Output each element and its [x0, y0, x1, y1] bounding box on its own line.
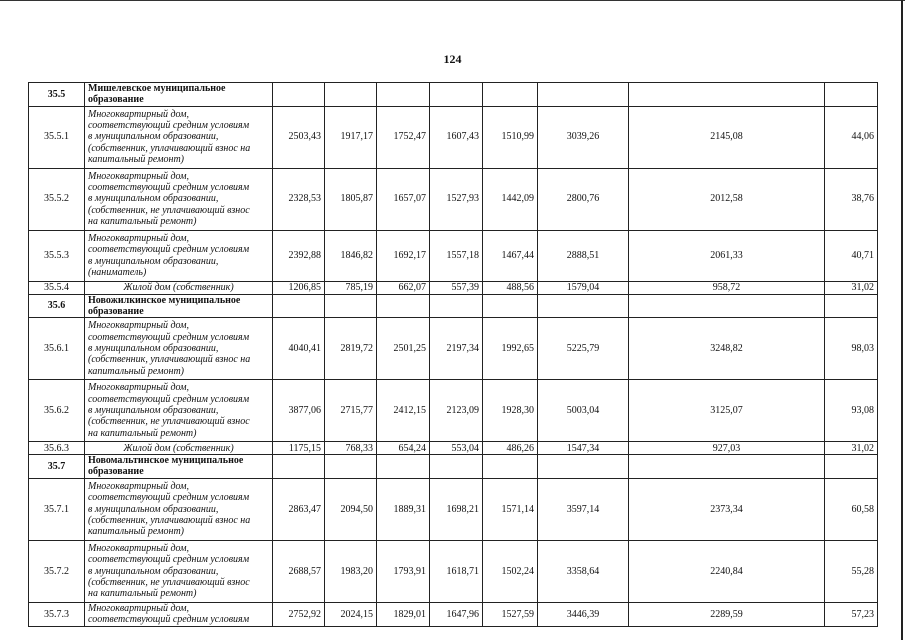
description-line: (собственник, уплачивающий взнос на	[88, 142, 251, 154]
value-cell: 1793,91	[377, 540, 430, 602]
description-line: в муниципальном образовании,	[88, 405, 219, 417]
empty-cell	[430, 455, 483, 479]
table-body	[29, 83, 878, 627]
description-line: соответствующий средним условиям	[88, 120, 250, 132]
row-code: 35.7.3	[29, 602, 85, 626]
value-cell: 3877,06	[273, 380, 325, 442]
value-cell: 31,02	[825, 281, 878, 294]
value-cell: 1647,96	[430, 602, 483, 626]
value-cell: 1752,47	[377, 106, 430, 168]
value-cell: 3248,82	[629, 318, 825, 380]
empty-cell	[377, 294, 430, 318]
value-cell: 1983,20	[325, 540, 377, 602]
row-code: 35.6.3	[29, 442, 85, 455]
empty-cell	[825, 83, 878, 107]
value-cell: 38,76	[825, 168, 878, 230]
value-cell: 1992,65	[483, 318, 538, 380]
value-cell: 1557,18	[430, 230, 483, 281]
section-code: 35.5	[29, 83, 85, 107]
value-cell: 2061,33	[629, 230, 825, 281]
row-code: 35.6.1	[29, 318, 85, 380]
description-line: в муниципальном образовании,	[88, 193, 219, 205]
value-cell: 2412,15	[377, 380, 430, 442]
description-line: (собственник, уплачивающий взнос на	[88, 354, 251, 366]
value-cell: 44,06	[825, 106, 878, 168]
row-description	[85, 540, 273, 602]
description-line: в муниципальном образовании,	[88, 131, 219, 143]
value-cell: 768,33	[325, 442, 377, 455]
value-cell: 1607,43	[430, 106, 483, 168]
value-cell: 1527,93	[430, 168, 483, 230]
description-line: Многоквартирный дом,	[88, 382, 190, 394]
empty-cell	[629, 455, 825, 479]
value-cell: 2800,76	[538, 168, 629, 230]
value-cell: 1829,01	[377, 602, 430, 626]
section-row	[29, 455, 878, 479]
row-description	[85, 168, 273, 230]
value-cell: 1467,44	[483, 230, 538, 281]
value-cell: 31,02	[825, 442, 878, 455]
value-cell: 2888,51	[538, 230, 629, 281]
value-cell: 2819,72	[325, 318, 377, 380]
value-cell: 654,24	[377, 442, 430, 455]
value-cell: 1917,17	[325, 106, 377, 168]
description-line: соответствующий средним условиям	[88, 244, 250, 256]
value-cell: 2503,43	[273, 106, 325, 168]
row-description	[85, 478, 273, 540]
value-cell: 3358,64	[538, 540, 629, 602]
value-cell: 1442,09	[483, 168, 538, 230]
row-description	[85, 318, 273, 380]
value-cell: 2289,59	[629, 602, 825, 626]
table-row	[29, 230, 878, 281]
section-code: 35.7	[29, 455, 85, 479]
value-cell: 488,56	[483, 281, 538, 294]
empty-cell	[483, 294, 538, 318]
section-row	[29, 294, 878, 318]
value-cell: 2197,34	[430, 318, 483, 380]
empty-cell	[483, 83, 538, 107]
description-line: Многоквартирный дом,	[88, 233, 190, 244]
empty-cell	[629, 83, 825, 107]
empty-cell	[273, 83, 325, 107]
description-line: (собственник, уплачивающий взнос на	[88, 514, 251, 526]
value-cell: 785,19	[325, 281, 377, 294]
empty-cell	[825, 455, 878, 479]
tariff-table	[28, 82, 878, 627]
description-line: Жилой дом (собственник)	[123, 442, 234, 454]
value-cell: 2123,09	[430, 380, 483, 442]
description-line: Многоквартирный дом,	[88, 543, 190, 555]
empty-cell	[483, 455, 538, 479]
description-line: капитальный ремонт)	[88, 365, 185, 377]
value-cell: 927,03	[629, 442, 825, 455]
table-row	[29, 380, 878, 442]
table-row	[29, 281, 878, 294]
empty-cell	[538, 294, 629, 318]
description-line: на капитальный ремонт)	[88, 588, 197, 600]
description-line: Многоквартирный дом,	[88, 108, 190, 120]
value-cell: 1571,14	[483, 478, 538, 540]
row-description	[85, 106, 273, 168]
row-code: 35.5.4	[29, 281, 85, 294]
description-line: соответствующий средним условиям	[88, 182, 250, 194]
value-cell: 3125,07	[629, 380, 825, 442]
description-line: в муниципальном образовании,	[88, 565, 219, 577]
table-row	[29, 602, 878, 626]
description-line: (собственник, не уплачивающий взнос	[88, 204, 250, 216]
description-line: соответствующий средним условиям	[88, 614, 250, 626]
description-line: в муниципальном образовании,	[88, 343, 219, 355]
value-cell: 5225,79	[538, 318, 629, 380]
value-cell: 4040,41	[273, 318, 325, 380]
row-code: 35.5.3	[29, 230, 85, 281]
table-row	[29, 318, 878, 380]
empty-cell	[377, 83, 430, 107]
empty-cell	[273, 294, 325, 318]
empty-cell	[325, 83, 377, 107]
page-edge	[0, 0, 905, 1]
page-edge-right	[901, 0, 903, 640]
value-cell: 1502,24	[483, 540, 538, 602]
description-line: соответствующий средним условиям	[88, 393, 250, 405]
value-cell: 486,26	[483, 442, 538, 455]
page-number: 124	[443, 52, 462, 66]
row-description	[85, 602, 273, 626]
empty-cell	[538, 83, 629, 107]
section-title: Новомальтинское муниципальное образование	[85, 455, 273, 479]
value-cell: 3446,39	[538, 602, 629, 626]
value-cell: 2715,77	[325, 380, 377, 442]
value-cell: 1928,30	[483, 380, 538, 442]
value-cell: 2373,34	[629, 478, 825, 540]
description-line: капитальный ремонт)	[88, 154, 185, 166]
table-row	[29, 106, 878, 168]
description-line: в муниципальном образовании,	[88, 255, 219, 267]
value-cell: 60,58	[825, 478, 878, 540]
description-line: соответствующий средним условиям	[88, 331, 250, 343]
empty-cell	[430, 83, 483, 107]
value-cell: 93,08	[825, 380, 878, 442]
value-cell: 1657,07	[377, 168, 430, 230]
value-cell: 2012,58	[629, 168, 825, 230]
value-cell: 1698,21	[430, 478, 483, 540]
value-cell: 1618,71	[430, 540, 483, 602]
value-cell: 1527,59	[483, 602, 538, 626]
row-description	[85, 230, 273, 281]
row-code: 35.6.2	[29, 380, 85, 442]
value-cell: 2145,08	[629, 106, 825, 168]
description-line: на капитальный ремонт)	[88, 216, 197, 228]
description-line: Жилой дом (собственник)	[123, 281, 234, 293]
value-cell: 5003,04	[538, 380, 629, 442]
table-row	[29, 540, 878, 602]
table-row	[29, 168, 878, 230]
value-cell: 958,72	[629, 281, 825, 294]
table-row	[29, 442, 878, 455]
value-cell: 557,39	[430, 281, 483, 294]
description-line: на капитальный ремонт)	[88, 427, 197, 439]
description-line: Многоквартирный дом,	[88, 602, 190, 614]
value-cell: 40,71	[825, 230, 878, 281]
description-line: (собственник, не уплачивающий взнос	[88, 576, 250, 588]
row-code: 35.7.1	[29, 478, 85, 540]
value-cell: 1692,17	[377, 230, 430, 281]
value-cell: 1175,15	[273, 442, 325, 455]
row-description	[85, 442, 273, 455]
row-code: 35.5.1	[29, 106, 85, 168]
value-cell: 2752,92	[273, 602, 325, 626]
section-title: Новожилкинское муниципальное образование	[85, 294, 273, 318]
description-line: капитальный ремонт)	[88, 526, 185, 538]
value-cell: 2328,53	[273, 168, 325, 230]
value-cell: 98,03	[825, 318, 878, 380]
empty-cell	[825, 294, 878, 318]
row-description	[85, 380, 273, 442]
value-cell: 2024,15	[325, 602, 377, 626]
description-line: соответствующий средним условиям	[88, 492, 250, 504]
value-cell: 57,23	[825, 602, 878, 626]
value-cell: 3039,26	[538, 106, 629, 168]
value-cell: 553,04	[430, 442, 483, 455]
value-cell: 2094,50	[325, 478, 377, 540]
section-row	[29, 83, 878, 107]
section-title: Мишелевское муниципальное образование	[85, 83, 273, 107]
description-line: Многоквартирный дом,	[88, 320, 190, 332]
value-cell: 1846,82	[325, 230, 377, 281]
description-line: Многоквартирный дом,	[88, 481, 190, 493]
value-cell: 1547,34	[538, 442, 629, 455]
value-cell: 1206,85	[273, 281, 325, 294]
row-description	[85, 281, 273, 294]
value-cell: 1889,31	[377, 478, 430, 540]
value-cell: 2240,84	[629, 540, 825, 602]
table-row	[29, 478, 878, 540]
row-code: 35.7.2	[29, 540, 85, 602]
description-line: (собственник, не уплачивающий взнос	[88, 416, 250, 428]
value-cell: 3597,14	[538, 478, 629, 540]
row-code: 35.5.2	[29, 168, 85, 230]
value-cell: 1510,99	[483, 106, 538, 168]
value-cell: 1805,87	[325, 168, 377, 230]
value-cell: 2501,25	[377, 318, 430, 380]
description-line: соответствующий средним условиям	[88, 554, 250, 566]
value-cell: 2392,88	[273, 230, 325, 281]
value-cell: 55,28	[825, 540, 878, 602]
value-cell: 1579,04	[538, 281, 629, 294]
empty-cell	[538, 455, 629, 479]
value-cell: 2863,47	[273, 478, 325, 540]
value-cell: 662,07	[377, 281, 430, 294]
description-line: Многоквартирный дом,	[88, 170, 190, 182]
value-cell: 2688,57	[273, 540, 325, 602]
empty-cell	[325, 455, 377, 479]
empty-cell	[377, 455, 430, 479]
description-line: в муниципальном образовании,	[88, 503, 219, 515]
empty-cell	[325, 294, 377, 318]
empty-cell	[273, 455, 325, 479]
empty-cell	[430, 294, 483, 318]
empty-cell	[629, 294, 825, 318]
description-line: (наниматель)	[88, 266, 147, 278]
section-code: 35.6	[29, 294, 85, 318]
